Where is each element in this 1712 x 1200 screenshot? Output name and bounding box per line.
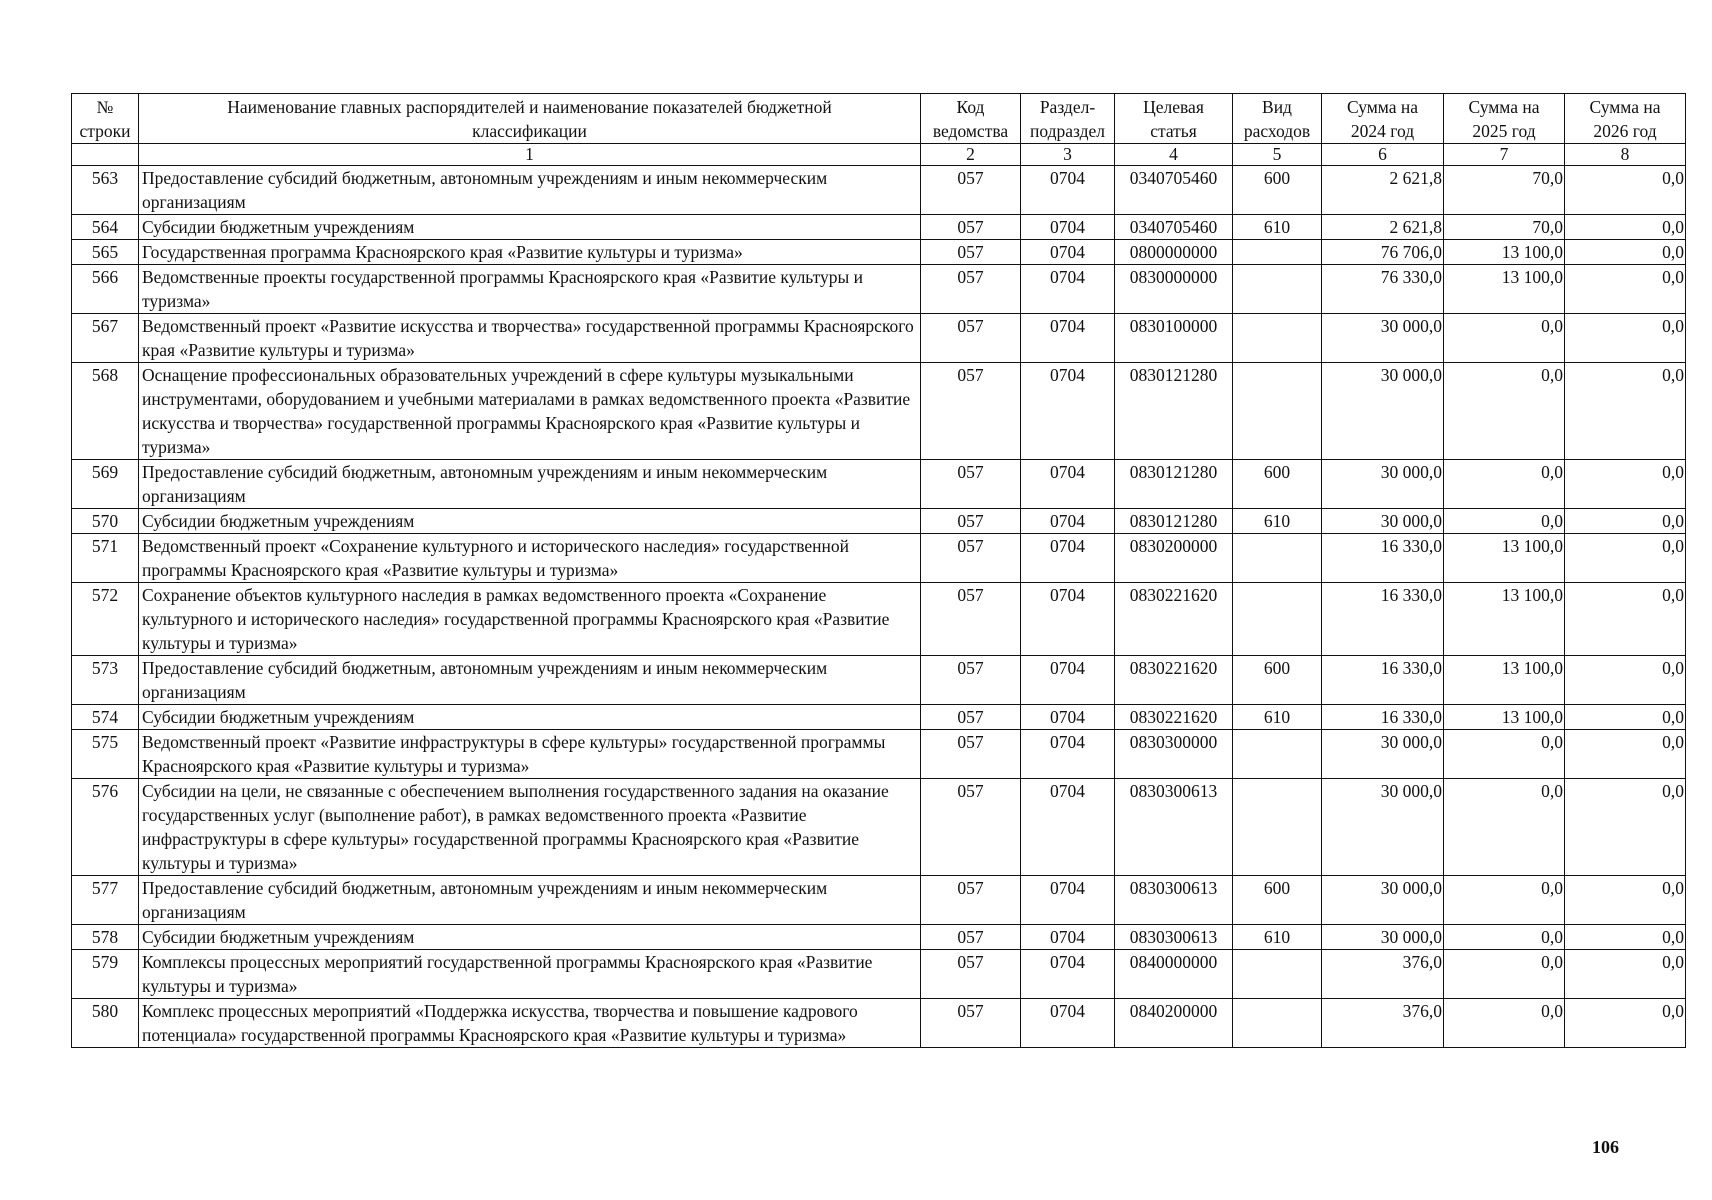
line-number-cell: 573 — [72, 656, 139, 705]
target-article-cell: 0840200000 — [1115, 999, 1233, 1048]
header-sum-2026: Сумма на 2026 год — [1565, 94, 1686, 144]
sum-2024-cell: 30 000,0 — [1322, 314, 1444, 363]
sum-2025-cell: 0,0 — [1444, 779, 1565, 876]
sum-2025-cell: 13 100,0 — [1444, 583, 1565, 656]
target-article-cell: 0830121280 — [1115, 509, 1233, 534]
section-cell: 0704 — [1021, 876, 1115, 925]
target-article-cell: 0830121280 — [1115, 460, 1233, 509]
sum-2024-cell: 16 330,0 — [1322, 583, 1444, 656]
expense-kind-cell — [1233, 363, 1322, 460]
name-cell: Предоставление субсидий бюджетным, автономным учреждениям и иным некоммерческим организациям — [139, 460, 921, 509]
target-article-cell: 0830200000 — [1115, 534, 1233, 583]
section-cell: 0704 — [1021, 363, 1115, 460]
expense-kind-cell — [1233, 779, 1322, 876]
column-number: 4 — [1115, 144, 1233, 166]
name-cell: Сохранение объектов культурного наследия в рамках ведомственного проекта «Сохранение культурного и исторического наследия» государственной программы Красноярского края «Развитие культуры и туризма» — [139, 583, 921, 656]
sum-2026-cell: 0,0 — [1565, 779, 1686, 876]
sum-2024-cell: 2 621,8 — [1322, 166, 1444, 215]
sum-2026-cell: 0,0 — [1565, 460, 1686, 509]
line-number-cell: 567 — [72, 314, 139, 363]
line-number-cell: 580 — [72, 999, 139, 1048]
dept-code-cell: 057 — [921, 265, 1021, 314]
section-cell: 0704 — [1021, 950, 1115, 999]
target-article-cell: 0340705460 — [1115, 215, 1233, 240]
sum-2024-cell: 30 000,0 — [1322, 509, 1444, 534]
dept-code-cell: 057 — [921, 656, 1021, 705]
name-cell: Субсидии бюджетным учреждениям — [139, 509, 921, 534]
sum-2024-cell: 30 000,0 — [1322, 460, 1444, 509]
header-sum-2025: Сумма на 2025 год — [1444, 94, 1565, 144]
table-row — [72, 999, 1686, 1048]
name-cell: Предоставление субсидий бюджетным, автономным учреждениям и иным некоммерческим организациям — [139, 166, 921, 215]
sum-2026-cell: 0,0 — [1565, 314, 1686, 363]
name-cell: Оснащение профессиональных образовательных учреждений в сфере культуры музыкальными инструментами, оборудованием и учебными материалами в рамках ведомственного проекта «Развитие искусства и творчества» государственной программы Красноярского края «Развитие культуры и туризма» — [139, 363, 921, 460]
dept-code-cell: 057 — [921, 460, 1021, 509]
line-number-cell: 563 — [72, 166, 139, 215]
column-number: 5 — [1233, 144, 1322, 166]
sum-2024-cell: 30 000,0 — [1322, 730, 1444, 779]
column-number: 2 — [921, 144, 1021, 166]
expense-kind-cell — [1233, 583, 1322, 656]
sum-2025-cell: 0,0 — [1444, 460, 1565, 509]
sum-2024-cell: 76 706,0 — [1322, 240, 1444, 265]
sum-2026-cell: 0,0 — [1565, 705, 1686, 730]
section-cell: 0704 — [1021, 240, 1115, 265]
name-cell: Ведомственный проект «Развитие инфраструктуры в сфере культуры» государственной программы Красноярского края «Развитие культуры и туризма» — [139, 730, 921, 779]
table-row — [72, 656, 1686, 705]
header-sum-2024: Сумма на 2024 год — [1322, 94, 1444, 144]
target-article-cell: 0830300613 — [1115, 925, 1233, 950]
expense-kind-cell — [1233, 730, 1322, 779]
target-article-cell: 0830221620 — [1115, 583, 1233, 656]
sum-2026-cell: 0,0 — [1565, 166, 1686, 215]
line-number-cell: 578 — [72, 925, 139, 950]
sum-2026-cell: 0,0 — [1565, 999, 1686, 1048]
name-cell: Субсидии бюджетным учреждениям — [139, 215, 921, 240]
name-cell: Ведомственные проекты государственной программы Красноярского края «Развитие культуры и туризма» — [139, 265, 921, 314]
line-number-cell: 575 — [72, 730, 139, 779]
name-cell: Предоставление субсидий бюджетным, автономным учреждениям и иным некоммерческим организациям — [139, 876, 921, 925]
dept-code-cell: 057 — [921, 583, 1021, 656]
dept-code-cell: 057 — [921, 730, 1021, 779]
sum-2026-cell: 0,0 — [1565, 876, 1686, 925]
table-row — [72, 876, 1686, 925]
sum-2025-cell: 13 100,0 — [1444, 265, 1565, 314]
sum-2024-cell: 30 000,0 — [1322, 876, 1444, 925]
dept-code-cell: 057 — [921, 950, 1021, 999]
expense-kind-cell: 600 — [1233, 656, 1322, 705]
expense-kind-cell: 600 — [1233, 460, 1322, 509]
page-number: 106 — [1592, 1137, 1619, 1157]
sum-2025-cell: 70,0 — [1444, 166, 1565, 215]
sum-2025-cell: 13 100,0 — [1444, 656, 1565, 705]
column-number-row — [72, 144, 1686, 166]
sum-2026-cell: 0,0 — [1565, 925, 1686, 950]
sum-2025-cell: 0,0 — [1444, 925, 1565, 950]
section-cell: 0704 — [1021, 705, 1115, 730]
table-row — [72, 314, 1686, 363]
sum-2026-cell: 0,0 — [1565, 265, 1686, 314]
line-number-cell: 564 — [72, 215, 139, 240]
dept-code-cell: 057 — [921, 876, 1021, 925]
header-target-article: Целевая статья — [1115, 94, 1233, 144]
name-cell: Государственная программа Красноярского края «Развитие культуры и туризма» — [139, 240, 921, 265]
expense-kind-cell — [1233, 950, 1322, 999]
sum-2025-cell: 13 100,0 — [1444, 240, 1565, 265]
section-cell: 0704 — [1021, 460, 1115, 509]
target-article-cell: 0830300613 — [1115, 876, 1233, 925]
target-article-cell: 0830121280 — [1115, 363, 1233, 460]
dept-code-cell: 057 — [921, 705, 1021, 730]
table-row — [72, 730, 1686, 779]
header-name: Наименование главных распорядителей и наименование показателей бюджетной классификации — [139, 94, 921, 144]
line-number-cell: 579 — [72, 950, 139, 999]
table-row — [72, 265, 1686, 314]
target-article-cell: 0840000000 — [1115, 950, 1233, 999]
table-row — [72, 534, 1686, 583]
dept-code-cell: 057 — [921, 925, 1021, 950]
dept-code-cell: 057 — [921, 215, 1021, 240]
name-cell: Субсидии бюджетным учреждениям — [139, 925, 921, 950]
sum-2024-cell: 16 330,0 — [1322, 656, 1444, 705]
dept-code-cell: 057 — [921, 363, 1021, 460]
sum-2024-cell: 30 000,0 — [1322, 925, 1444, 950]
table-row — [72, 583, 1686, 656]
target-article-cell: 0830300613 — [1115, 779, 1233, 876]
sum-2024-cell: 16 330,0 — [1322, 705, 1444, 730]
line-number-cell: 568 — [72, 363, 139, 460]
sum-2026-cell: 0,0 — [1565, 950, 1686, 999]
target-article-cell: 0800000000 — [1115, 240, 1233, 265]
column-number — [72, 144, 139, 166]
line-number-cell: 571 — [72, 534, 139, 583]
dept-code-cell: 057 — [921, 166, 1021, 215]
line-number-cell: 576 — [72, 779, 139, 876]
sum-2026-cell: 0,0 — [1565, 730, 1686, 779]
target-article-cell: 0830000000 — [1115, 265, 1233, 314]
table-body — [72, 166, 1686, 1048]
target-article-cell: 0830221620 — [1115, 656, 1233, 705]
section-cell: 0704 — [1021, 730, 1115, 779]
sum-2026-cell: 0,0 — [1565, 240, 1686, 265]
sum-2025-cell: 0,0 — [1444, 876, 1565, 925]
header-dept-code: Код ведомства — [921, 94, 1021, 144]
name-cell: Субсидии на цели, не связанные с обеспечением выполнения государственного задания на оказание государственных услуг (выполнение работ), в рамках ведомственного проекта «Развитие инфраструктуры в сфере культуры» государственной программы Красноярского края «Развитие культуры и туризма» — [139, 779, 921, 876]
expense-kind-cell: 610 — [1233, 925, 1322, 950]
line-number-cell: 569 — [72, 460, 139, 509]
sum-2025-cell: 13 100,0 — [1444, 534, 1565, 583]
target-article-cell: 0830100000 — [1115, 314, 1233, 363]
sum-2026-cell: 0,0 — [1565, 215, 1686, 240]
section-cell: 0704 — [1021, 215, 1115, 240]
column-number: 6 — [1322, 144, 1444, 166]
column-number: 1 — [139, 144, 921, 166]
target-article-cell: 0830300000 — [1115, 730, 1233, 779]
line-number-cell: 570 — [72, 509, 139, 534]
expense-kind-cell — [1233, 999, 1322, 1048]
line-number-cell: 565 — [72, 240, 139, 265]
name-cell: Предоставление субсидий бюджетным, автономным учреждениям и иным некоммерческим организациям — [139, 656, 921, 705]
expense-kind-cell: 610 — [1233, 705, 1322, 730]
name-cell: Комплекс процессных мероприятий «Поддержка искусства, творчества и повышение кадрового потенциала» государственной программы Красноярского края «Развитие культуры и туризма» — [139, 999, 921, 1048]
table-row — [72, 779, 1686, 876]
section-cell: 0704 — [1021, 999, 1115, 1048]
sum-2025-cell: 0,0 — [1444, 314, 1565, 363]
sum-2025-cell: 0,0 — [1444, 730, 1565, 779]
header-row — [72, 94, 1686, 144]
sum-2025-cell: 0,0 — [1444, 999, 1565, 1048]
column-number: 8 — [1565, 144, 1686, 166]
expense-kind-cell: 610 — [1233, 215, 1322, 240]
sum-2026-cell: 0,0 — [1565, 583, 1686, 656]
table-row — [72, 705, 1686, 730]
sum-2025-cell: 0,0 — [1444, 509, 1565, 534]
expense-kind-cell — [1233, 265, 1322, 314]
sum-2025-cell: 13 100,0 — [1444, 705, 1565, 730]
table-row — [72, 215, 1686, 240]
section-cell: 0704 — [1021, 656, 1115, 705]
table-row — [72, 950, 1686, 999]
section-cell: 0704 — [1021, 779, 1115, 876]
sum-2024-cell: 376,0 — [1322, 950, 1444, 999]
sum-2025-cell: 0,0 — [1444, 950, 1565, 999]
name-cell: Ведомственный проект «Сохранение культурного и исторического наследия» государственной программы Красноярского края «Развитие культуры и туризма» — [139, 534, 921, 583]
line-number-cell: 577 — [72, 876, 139, 925]
sum-2024-cell: 30 000,0 — [1322, 779, 1444, 876]
column-number: 3 — [1021, 144, 1115, 166]
section-cell: 0704 — [1021, 534, 1115, 583]
section-cell: 0704 — [1021, 583, 1115, 656]
sum-2026-cell: 0,0 — [1565, 509, 1686, 534]
table-row — [72, 166, 1686, 215]
sum-2025-cell: 70,0 — [1444, 215, 1565, 240]
dept-code-cell: 057 — [921, 314, 1021, 363]
table-row — [72, 363, 1686, 460]
section-cell: 0704 — [1021, 314, 1115, 363]
column-number: 7 — [1444, 144, 1565, 166]
sum-2024-cell: 376,0 — [1322, 999, 1444, 1048]
section-cell: 0704 — [1021, 166, 1115, 215]
expense-kind-cell: 600 — [1233, 876, 1322, 925]
sum-2024-cell: 16 330,0 — [1322, 534, 1444, 583]
target-article-cell: 0340705460 — [1115, 166, 1233, 215]
table-row — [72, 509, 1686, 534]
dept-code-cell: 057 — [921, 779, 1021, 876]
dept-code-cell: 057 — [921, 509, 1021, 534]
sum-2025-cell: 0,0 — [1444, 363, 1565, 460]
header-expense-kind: Вид расходов — [1233, 94, 1322, 144]
table-row — [72, 460, 1686, 509]
table-row — [72, 925, 1686, 950]
name-cell: Ведомственный проект «Развитие искусства и творчества» государственной программы Красноярского края «Развитие культуры и туризма» — [139, 314, 921, 363]
line-number-cell: 566 — [72, 265, 139, 314]
name-cell: Субсидии бюджетным учреждениям — [139, 705, 921, 730]
dept-code-cell: 057 — [921, 534, 1021, 583]
section-cell: 0704 — [1021, 925, 1115, 950]
dept-code-cell: 057 — [921, 240, 1021, 265]
target-article-cell: 0830221620 — [1115, 705, 1233, 730]
sum-2024-cell: 76 330,0 — [1322, 265, 1444, 314]
section-cell: 0704 — [1021, 509, 1115, 534]
expense-kind-cell: 610 — [1233, 509, 1322, 534]
sum-2026-cell: 0,0 — [1565, 363, 1686, 460]
sum-2026-cell: 0,0 — [1565, 534, 1686, 583]
sum-2024-cell: 2 621,8 — [1322, 215, 1444, 240]
expense-kind-cell — [1233, 240, 1322, 265]
expense-kind-cell: 600 — [1233, 166, 1322, 215]
header-section: Раздел-подраздел — [1021, 94, 1115, 144]
section-cell: 0704 — [1021, 265, 1115, 314]
expense-kind-cell — [1233, 314, 1322, 363]
expense-kind-cell — [1233, 534, 1322, 583]
line-number-cell: 572 — [72, 583, 139, 656]
line-number-cell: 574 — [72, 705, 139, 730]
dept-code-cell: 057 — [921, 999, 1021, 1048]
name-cell: Комплексы процессных мероприятий государственной программы Красноярского края «Развитие культуры и туризма» — [139, 950, 921, 999]
sum-2024-cell: 30 000,0 — [1322, 363, 1444, 460]
sum-2026-cell: 0,0 — [1565, 656, 1686, 705]
table-row — [72, 240, 1686, 265]
header-line-number: № строки — [72, 94, 139, 144]
budget-table — [71, 93, 1686, 1048]
